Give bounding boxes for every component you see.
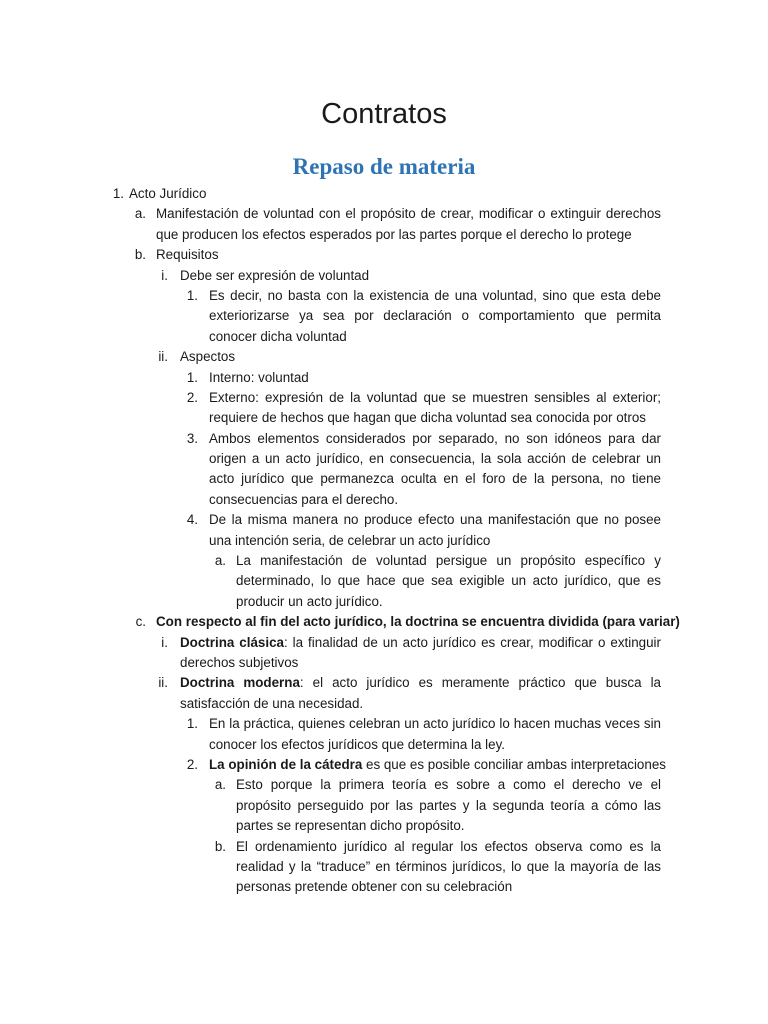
list-marker: 2. <box>186 756 198 772</box>
text-run: exteriorizarse ya sea por declaración o comportamiento que permita <box>209 308 661 324</box>
list-line <box>0 184 768 204</box>
list-text <box>129 184 206 204</box>
list-text <box>209 469 661 489</box>
list-text <box>156 612 680 632</box>
text-run: Acto Jurídico <box>129 186 207 201</box>
list-line <box>0 837 768 857</box>
list-text <box>180 266 369 286</box>
text-run: producir un acto jurídico. <box>236 593 383 609</box>
outline-list <box>0 184 768 898</box>
list-marker: 1. <box>186 369 198 385</box>
text-run: que producen los efectos esperados por las partes porque el derecho lo protege <box>156 226 632 242</box>
list-text <box>180 633 661 653</box>
bold-term: Doctrina clásica <box>180 634 284 650</box>
list-line <box>0 225 768 245</box>
list-text <box>236 592 383 612</box>
text-run: satisfacción de una necesidad. <box>180 695 364 711</box>
list-line <box>0 714 768 734</box>
list-line <box>0 286 768 306</box>
list-line <box>0 490 768 510</box>
list-line <box>0 347 768 367</box>
list-line <box>0 551 768 571</box>
list-text <box>180 694 363 714</box>
list-marker: ii. <box>158 349 168 365</box>
list-text <box>236 571 661 591</box>
list-line <box>0 368 768 388</box>
text-run: De la misma manera no produce efecto una manifestación que no posee <box>209 512 661 528</box>
text-run: acto jurídico que permanezca oculta en el foro de la persona, no tiene <box>209 471 661 487</box>
document-subtitle: Repaso de materia <box>292 154 476 179</box>
document-title: Contratos <box>321 98 447 130</box>
text-run: propósito perseguido por las partes y la segunda teoría a cómo las <box>236 797 661 813</box>
text-run: La manifestación de voluntad persigue un propósito específico y <box>236 553 661 569</box>
text-run: conocer los efectos jurídicos que determina la ley. <box>209 736 505 752</box>
list-marker: i. <box>161 634 168 650</box>
list-text <box>180 673 661 693</box>
list-text <box>209 449 661 469</box>
text-run: partes se representan dicho propósito. <box>236 818 465 834</box>
list-text <box>236 551 661 571</box>
list-line <box>0 429 768 449</box>
bold-term: Doctrina moderna <box>180 675 300 691</box>
list-line <box>0 266 768 286</box>
list-marker: 3. <box>186 430 198 446</box>
list-line <box>0 592 768 612</box>
list-line <box>0 388 768 408</box>
text-run: conocer dicha voluntad <box>209 328 347 344</box>
list-marker: a. <box>214 553 226 569</box>
list-text <box>236 837 661 857</box>
bold-term: La opinión de la cátedra <box>209 756 363 772</box>
text-run: Esto porque la primera teoría es sobre a como el derecho ve el <box>236 777 661 793</box>
text-run: : el acto jurídico es meramente práctico que busca la <box>299 675 661 691</box>
list-line <box>0 306 768 326</box>
text-run: El ordenamiento jurídico al regular los efectos observa como es la <box>236 838 661 854</box>
list-marker: i. <box>161 267 168 283</box>
list-text <box>236 816 465 836</box>
list-marker: 2. <box>186 389 198 405</box>
list-line <box>0 449 768 469</box>
list-text <box>209 714 661 734</box>
text-run: consecuencias para el derecho. <box>209 491 399 507</box>
list-marker: 4. <box>186 512 198 528</box>
text-run: realidad y la “traduce” en términos jurídicos, lo que la mayoría de las <box>236 858 661 874</box>
list-line <box>0 816 768 836</box>
text-run: Ambos elementos considerados por separado, no son idóneos para dar <box>209 430 661 446</box>
list-text <box>236 796 661 816</box>
list-text <box>156 225 632 245</box>
list-line <box>0 857 768 877</box>
list-text <box>236 775 661 795</box>
list-text <box>209 429 661 449</box>
list-text <box>180 347 235 367</box>
list-line <box>0 469 768 489</box>
list-line <box>0 327 768 347</box>
list-text <box>209 755 666 775</box>
text-run: Externo: expresión de la voluntad que se muestren sensibles al exterior; <box>209 389 661 405</box>
list-marker: 1. <box>112 186 124 201</box>
list-text <box>209 306 661 326</box>
list-marker: c. <box>135 614 146 630</box>
list-text <box>209 735 505 755</box>
list-marker: b. <box>134 247 146 263</box>
list-line <box>0 755 768 775</box>
list-line <box>0 653 768 673</box>
list-text <box>156 245 219 265</box>
list-text <box>209 327 347 347</box>
text-run: es que es posible conciliar ambas interpretaciones <box>362 756 666 772</box>
text-run: requiere de hechos que hagan que dicha voluntad sea conocida por otros <box>209 410 647 426</box>
list-marker: 1. <box>186 287 198 303</box>
list-marker: ii. <box>158 675 168 691</box>
list-text <box>209 388 661 408</box>
text-run: Es decir, no basta con la existencia de una voluntad, sino que esta debe <box>209 287 661 303</box>
text-run: En la práctica, quienes celebran un acto jurídico lo hacen muchas veces sin <box>209 716 661 732</box>
text-run: Debe ser expresión de voluntad <box>180 267 370 283</box>
list-line <box>0 612 768 632</box>
list-marker: a. <box>134 206 146 222</box>
text-run: determinado, lo que hace que sea exigible un acto jurídico, que es <box>236 573 661 589</box>
list-line <box>0 877 768 897</box>
bold-term: Con respecto al fin del acto jurídico, la doctrina se encuentra dividida (para variar) <box>156 614 680 630</box>
text-run: origen a un acto jurídico, en consecuencia, la sola acción de celebrar un <box>209 451 661 467</box>
list-line <box>0 775 768 795</box>
list-text <box>209 510 661 530</box>
list-marker: 1. <box>186 716 198 732</box>
list-text <box>209 531 490 551</box>
text-run: Aspectos <box>180 349 236 365</box>
list-text <box>236 877 512 897</box>
list-text <box>209 408 646 428</box>
list-line <box>0 531 768 551</box>
list-line <box>0 245 768 265</box>
text-run: Manifestación de voluntad con el propósito de crear, modificar o extinguir derechos <box>156 206 661 222</box>
list-line <box>0 694 768 714</box>
list-line <box>0 204 768 224</box>
text-run: Requisitos <box>156 247 219 263</box>
list-text <box>236 857 661 877</box>
list-line <box>0 673 768 693</box>
list-marker: b. <box>214 838 226 854</box>
text-run: Interno: voluntad <box>209 369 309 385</box>
list-line <box>0 408 768 428</box>
text-run: personas pretende obtener con su celebración <box>236 879 513 895</box>
list-text <box>209 368 309 388</box>
list-line <box>0 571 768 591</box>
list-line <box>0 735 768 755</box>
list-marker: a. <box>214 777 226 793</box>
list-text <box>209 490 398 510</box>
list-text <box>180 653 298 673</box>
text-run: derechos subjetivos <box>180 654 299 670</box>
list-text <box>156 204 661 224</box>
text-run: : la finalidad de un acto jurídico es crear, modificar o extinguir <box>283 634 661 650</box>
list-text <box>209 286 661 306</box>
text-run: una intención seria, de celebrar un acto jurídico <box>209 532 491 548</box>
list-line <box>0 796 768 816</box>
list-line <box>0 633 768 653</box>
list-line <box>0 510 768 530</box>
